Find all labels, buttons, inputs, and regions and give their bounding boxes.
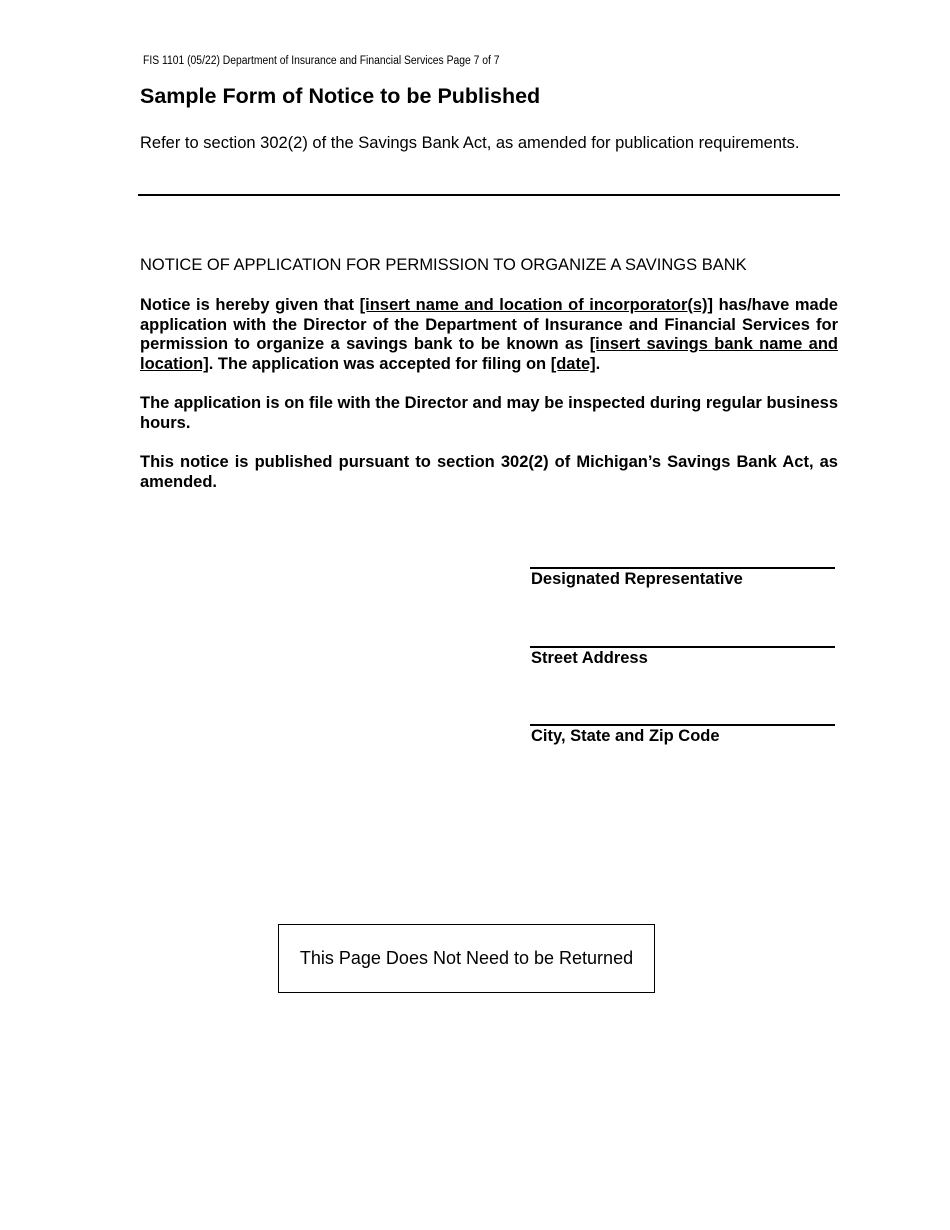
form-header: FIS 1101 (05/22) Department of Insurance and Financial Services Page 7 of 7 [143,55,500,67]
incorporator-placeholder: [insert name and location of incorporator(s)] [359,296,714,314]
return-notice-box [278,924,655,993]
divider-rule [138,194,840,196]
notice-text: Notice is hereby given that [140,296,360,314]
city-state-zip-label: City, State and Zip Code [531,727,720,745]
notice-paragraph-1 [140,296,838,374]
return-notice-text: This Page Does Not Need to be Returned [299,948,634,968]
notice-heading: NOTICE OF APPLICATION FOR PERMISSION TO ORGANIZE A SAVINGS BANK [140,256,747,274]
representative-signature-line [530,567,835,569]
intro-text: Refer to section 302(2) of the Savings Bank Act, as amended for publication requirements. [140,134,800,152]
date-placeholder: [date] [550,354,596,373]
notice-text: . The application was accepted for filing on [208,354,551,373]
street-address-line [530,646,835,648]
representative-label: Designated Representative [531,570,743,588]
street-address-label: Street Address [531,649,648,667]
bank-name-placeholder: [insert savings bank name and location] [140,335,838,373]
notice-paragraph-2: The application is on file with the Director and may be inspected during regular business hours. [140,394,838,432]
notice-text: . [595,354,601,373]
notice-paragraph-3: This notice is published pursuant to section 302(2) of Michigan’s Savings Bank Act, as amended. [140,453,838,491]
city-state-zip-line [530,724,835,726]
notice-text: has/have made application with the Director of the Department of Insurance and Financial Services for permission to organize a savings bank to be known as [140,296,838,354]
page-title: Sample Form of Notice to be Published [140,84,541,108]
